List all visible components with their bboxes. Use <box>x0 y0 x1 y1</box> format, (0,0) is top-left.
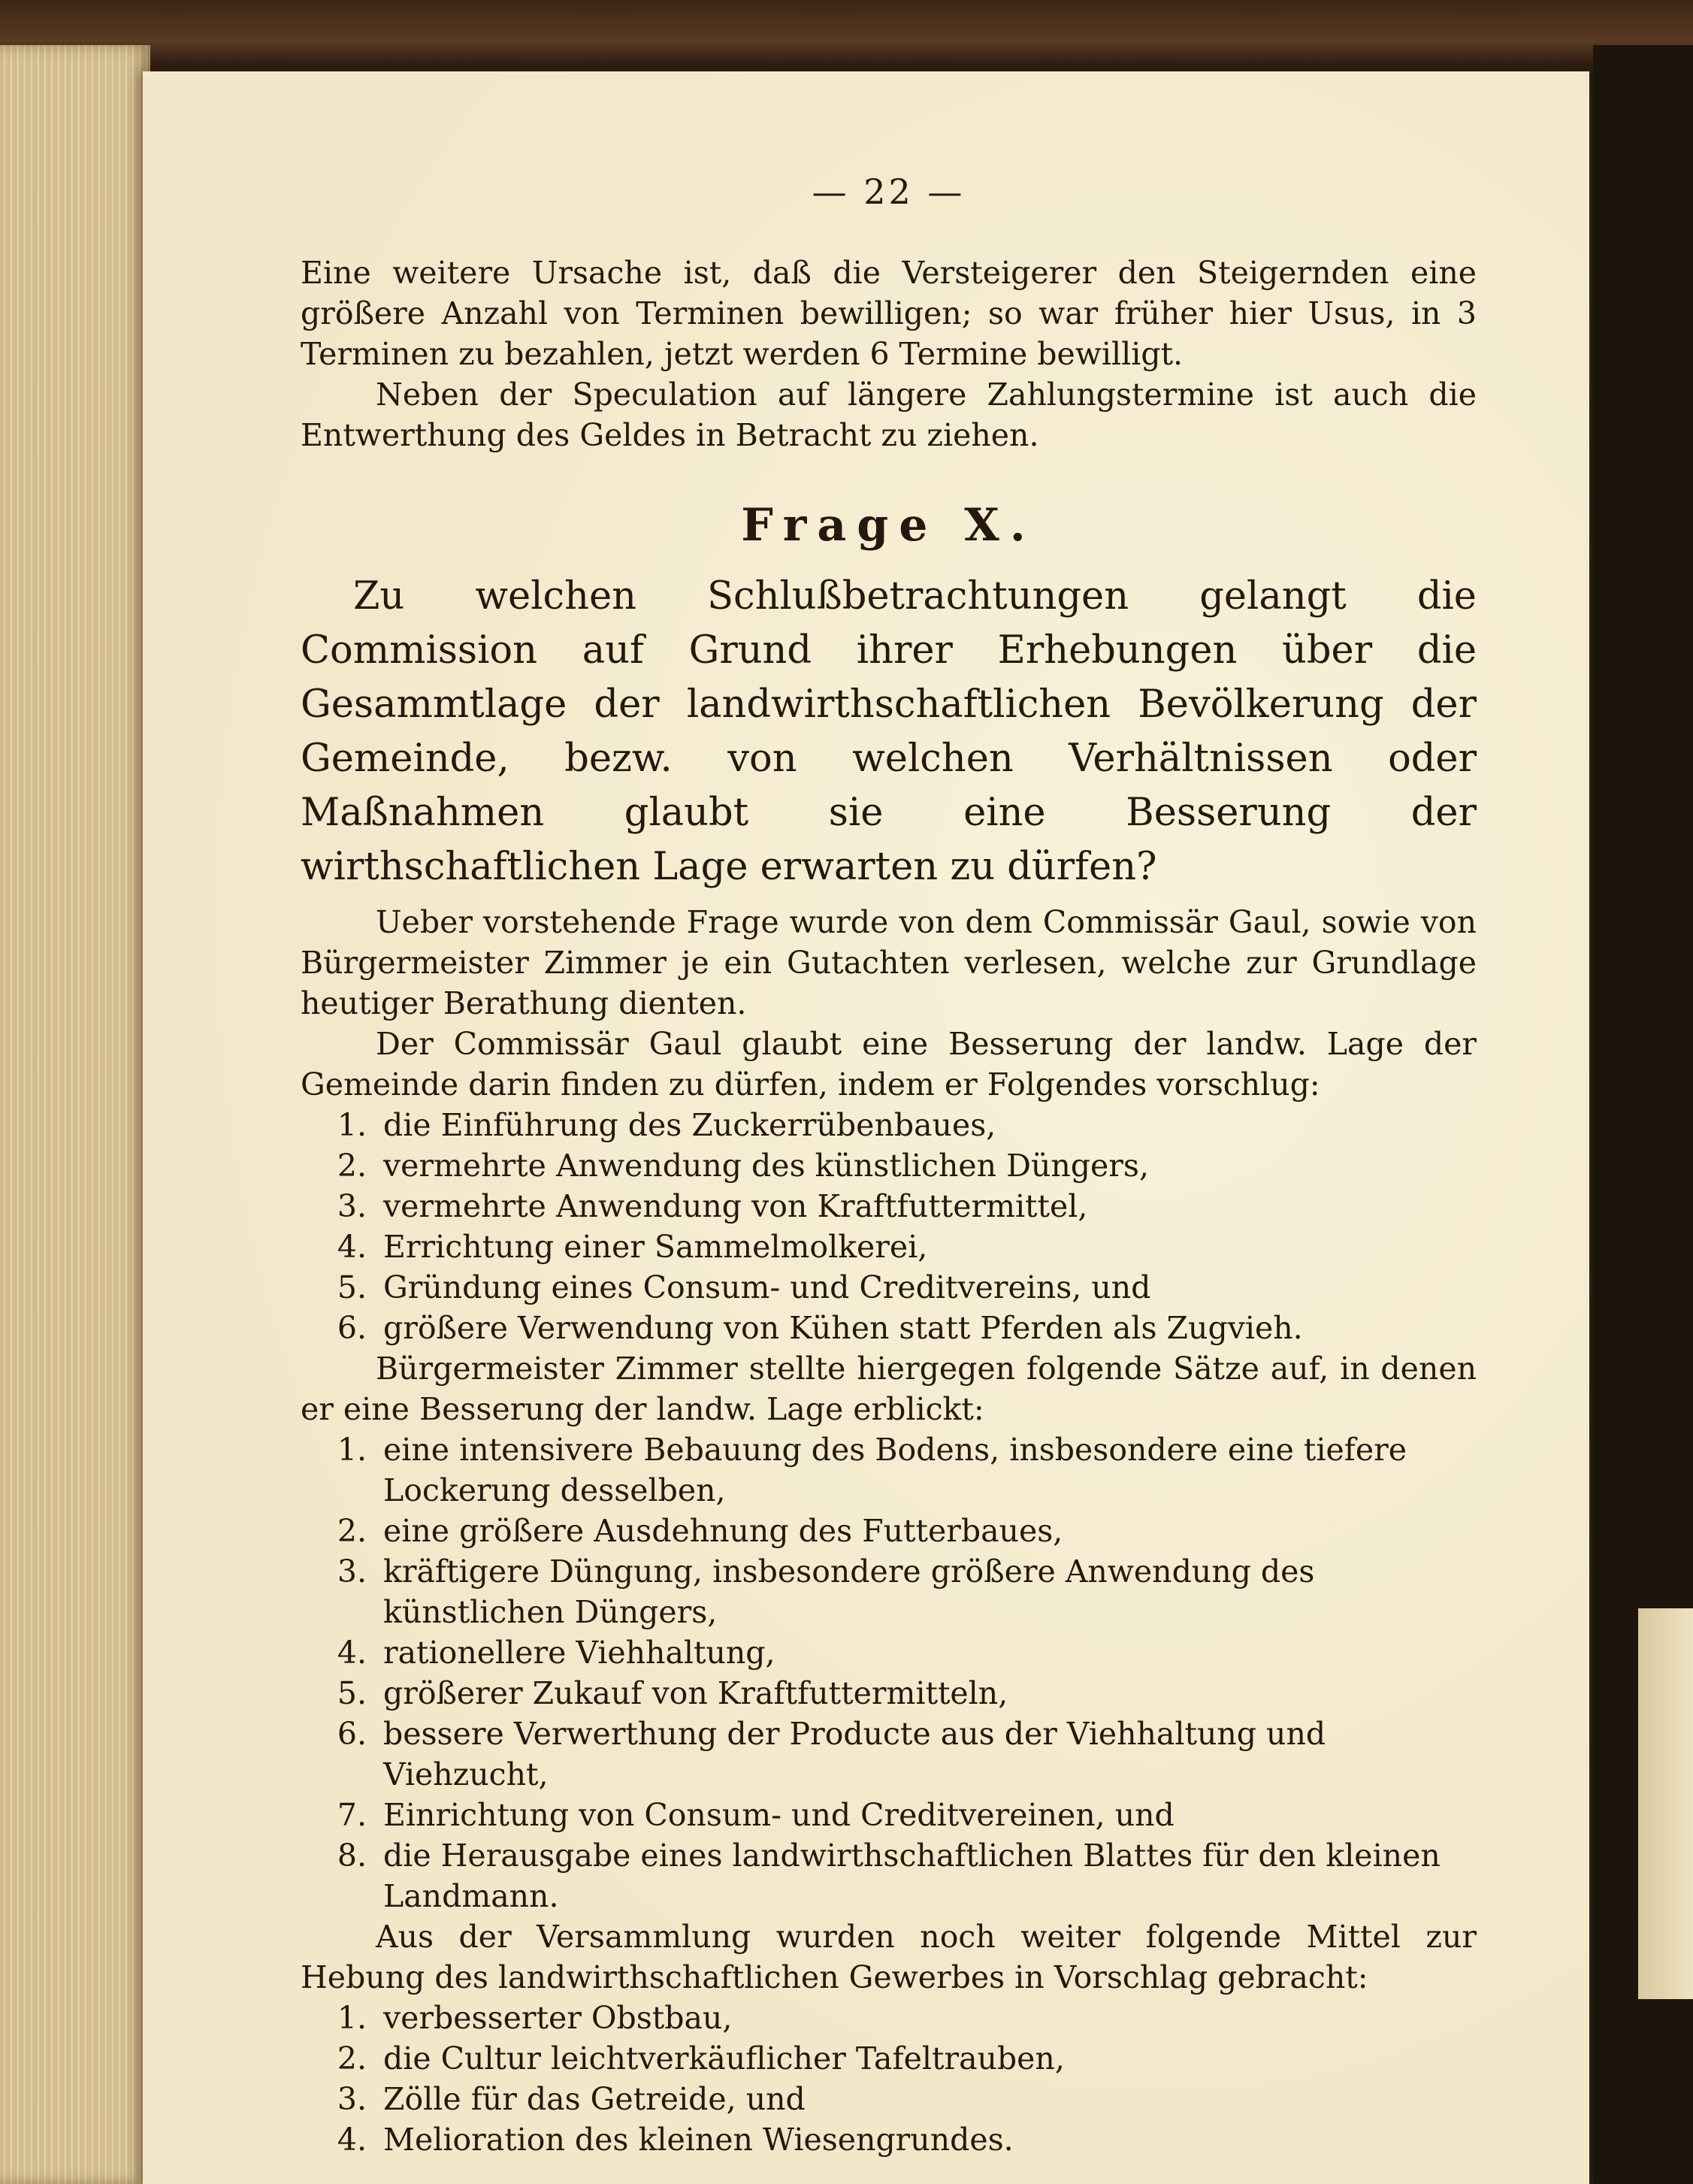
list-item: 2. die Cultur leichtverkäuflicher Tafeltrauben, <box>337 2040 1065 2077</box>
list-item: 1. die Einführung des Zuckerrübenbaues, <box>337 1107 996 1143</box>
intro-paragraph: Ueber vorstehende Frage wurde von dem Commissär Gaul, sowie von Bürgermeister Zimmer je ein Gutachten verlesen, welche zur Grundlage heutiger Berathung dienten. <box>301 904 1477 1021</box>
list-item: 1. verbesserter Obstbau, <box>337 2000 733 2036</box>
book-spine <box>0 0 1693 68</box>
list-item: 3. Zölle für das Getreide, und <box>337 2081 806 2117</box>
paragraph-2: Neben der Speculation auf längere Zahlungstermine ist auch die Entwerthung des Geldes in Betracht zu ziehen. <box>301 377 1477 453</box>
list-item: 8. die Herausgabe eines landwirthschaftlichen Blattes für den kleinen Landmann. <box>337 1838 1441 1914</box>
assembly-intro: Aus der Versammlung wurden noch weiter folgende Mittel zur Hebung des landwirthschaftlichen Gewerbes in Vorschlag gebracht: <box>301 1919 1477 1995</box>
list-item: 2. eine größere Ausdehnung des Futterbaues, <box>337 1513 1063 1549</box>
list-item: 4. Errichtung einer Sammelmolkerei, <box>337 1229 928 1265</box>
next-page-sliver <box>1638 1608 1693 1999</box>
list-item: 2. vermehrte Anwendung des künstlichen Düngers, <box>337 1148 1149 1184</box>
list-item: 4. rationellere Viehhaltung, <box>337 1635 775 1671</box>
list-item: 3. vermehrte Anwendung von Kraftfuttermittel, <box>337 1188 1088 1224</box>
list-item: 6. bessere Verwerthung der Producte aus der Viehhaltung und Viehzucht, <box>337 1716 1326 1792</box>
list-item: 4. Melioration des kleinen Wiesengrundes. <box>337 2122 1014 2158</box>
list-item: 1. eine intensivere Bebauung des Bodens, insbesondere eine tiefere Lockerung desselben, <box>337 1432 1407 1508</box>
zimmer-intro: Bürgermeister Zimmer stellte hiergegen folgende Sätze auf, in denen er eine Besserung der landw. Lage erblickt: <box>301 1351 1477 1427</box>
question-text: Zu welchen Schlußbetrachtungen gelangt die Commission auf Grund ihrer Erhebungen über die Gesammtlage der landwirthschaftlichen Bevölkerung der Gemeinde, bezw. von welchen Verhältnissen oder Maßnahmen glaubt sie eine Besserung der wirthschaftlichen Lage erwarten zu dürfen? <box>301 574 1477 889</box>
gaul-intro: Der Commissär Gaul glaubt eine Besserung der landw. Lage der Gemeinde darin finden zu dürfen, indem er Folgendes vorschlug: <box>301 1026 1477 1103</box>
list-item: 3. kräftigere Düngung, insbesondere größere Anwendung des künstlichen Düngers, <box>337 1553 1315 1630</box>
list-item: 6. größere Verwendung von Kühen statt Pferden als Zugvieh. <box>337 1310 1303 1346</box>
zimmer-list <box>301 1429 1477 1916</box>
page-text <box>301 158 1477 2160</box>
page-edges <box>0 45 150 2184</box>
section-heading: Frage X. <box>741 499 1036 552</box>
paragraph-1: Eine weitere Ursache ist, daß die Versteigerer den Steigernden eine größere Anzahl von Terminen bewilligen; so war früher hier Usus, in 3 Terminen zu bezahlen, jetzt werden 6 Termine bewilligt. <box>301 255 1477 372</box>
list-item: 5. Gründung eines Consum- und Creditvereins, und <box>337 1269 1151 1305</box>
page-number: — 22 — <box>812 171 966 212</box>
list-item: 7. Einrichtung von Consum- und Creditvereinen, und <box>337 1797 1175 1833</box>
list-item: 5. größerer Zukauf von Kraftfuttermitteln, <box>337 1675 1008 1711</box>
assembly-list <box>301 1998 1477 2160</box>
gaul-list <box>301 1105 1477 1348</box>
